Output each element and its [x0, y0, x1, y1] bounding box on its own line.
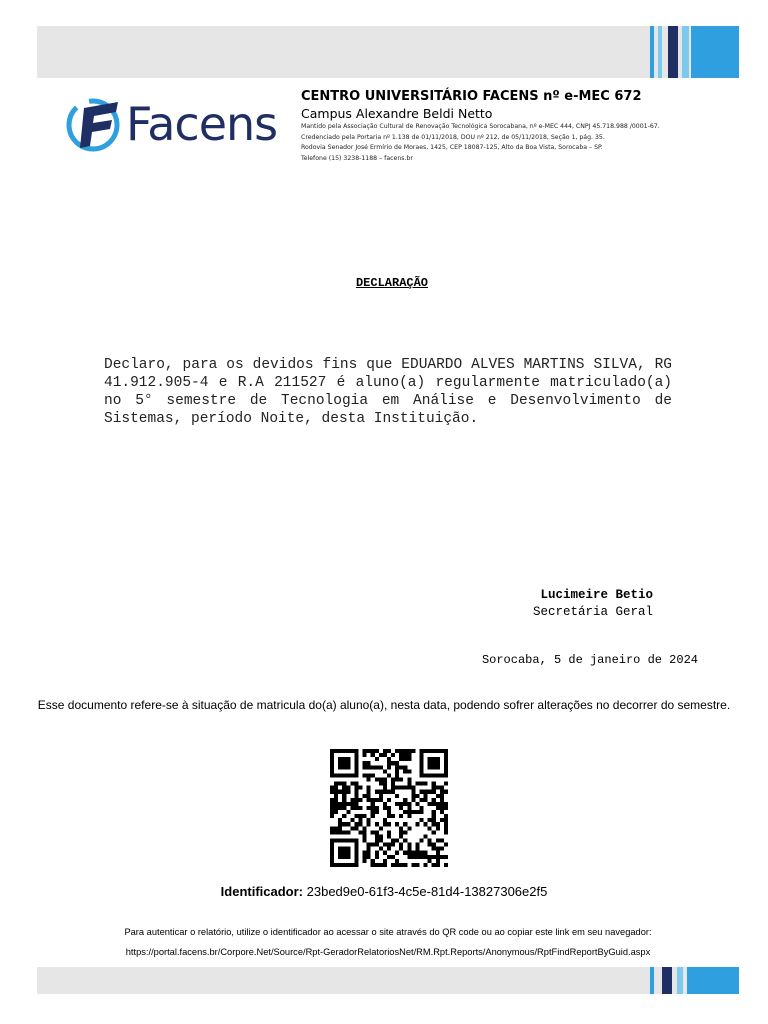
- footer-stripe: [650, 967, 654, 994]
- header-stripe: [668, 26, 678, 78]
- institution-line: Telefone (15) 3238-1188 – facens.br: [301, 154, 413, 162]
- place-date: Sorocaba, 5 de janeiro de 2024: [481, 653, 698, 667]
- footer-stripe: [687, 967, 739, 994]
- footer-stripe: [662, 967, 672, 994]
- qr-code-icon[interactable]: [327, 749, 451, 867]
- signer-role: Secretária Geral: [532, 605, 653, 619]
- header-stripe: [691, 26, 739, 78]
- header-stripe: [682, 26, 689, 78]
- campus-name: Campus Alexandre Beldi Netto: [301, 106, 493, 121]
- header-stripe: [650, 26, 654, 78]
- institution-name: CENTRO UNIVERSITÁRIO FACENS nº e-MEC 672: [301, 89, 642, 104]
- signature-block: [470, 587, 653, 621]
- header-band: [37, 26, 739, 78]
- logo-wordmark: Facens: [126, 97, 278, 151]
- identifier-value: 23bed9e0-61f3-4c5e-81d4-13827306e2f5: [306, 884, 548, 899]
- institution-line: Credenciado pela Portaria nº 1.138 de 01/11/2018, DOU nº 212, de 05/11/2018, Seção 1, pág. 35.: [301, 133, 605, 141]
- institution-line: Rodovia Senador José Ermírio de Moraes, 1425, CEP 18087-125, Alto da Boa Vista, Sorocaba – SP.: [301, 144, 603, 151]
- footer-band: [37, 967, 739, 994]
- signer-name: Lucimeire Betio: [540, 588, 653, 602]
- identifier-label: Identificador:: [220, 884, 303, 899]
- declaration-body: Declaro, para os devidos fins que EDUARDO ALVES MARTINS SILVA, RG 41.912.905-4 e R.A 211527 é aluno(a) regularmente matriculado(a) no 5° semestre de Tecnologia em Análise e Desenvolvimento de Sistemas, período Noite, desta Instituição.: [104, 357, 672, 427]
- document-title: DECLARAÇÃO: [355, 276, 428, 290]
- institution-info: [301, 88, 741, 164]
- authentication-text: Para autenticar o relatório, utilize o identificador ao acessar o site através do QR code ou ao copiar este link em seu navegador:: [124, 927, 652, 937]
- authentication-url[interactable]: https://portal.facens.br/Corpore.Net/Source/Rpt-GeradorRelatoriosNet/RM.Rpt.Reports/Anonymous/RptFindReportByGuid.aspx: [125, 947, 651, 957]
- header-stripe: [658, 26, 662, 78]
- institution-line: Mantido pela Associação Cultural de Renovação Tecnológica Sorocabana, nº e-MEC 444, CNPJ 45.718.988 /0001-67.: [301, 123, 660, 130]
- footer-stripe: [677, 967, 683, 994]
- enrollment-notice: Esse documento refere-se à situação de matricula do(a) aluno(a), nesta data, podendo sofrer alterações no decorrer do semestre.: [37, 698, 731, 712]
- identifier-line: [0, 884, 768, 899]
- authentication-info: [0, 922, 768, 962]
